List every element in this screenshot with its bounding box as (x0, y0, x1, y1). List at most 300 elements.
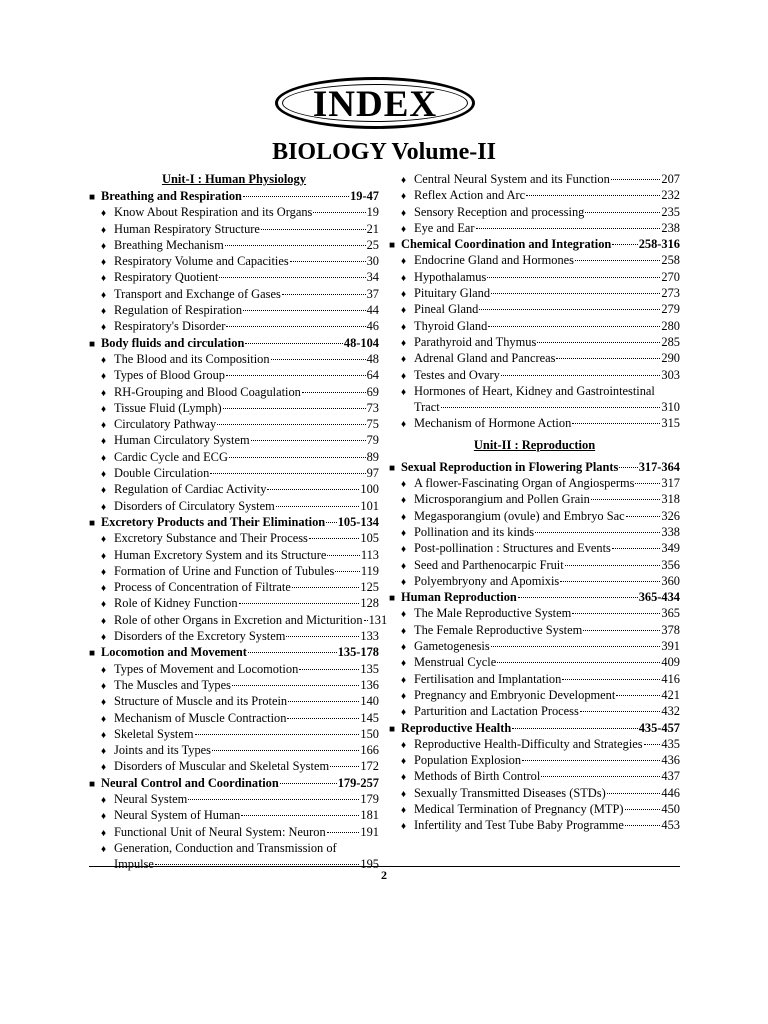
toc-entry-page: 69 (366, 384, 379, 399)
toc-entry-row (389, 703, 680, 719)
dot-leader (487, 277, 660, 278)
toc-entry-row (389, 768, 680, 784)
toc-entry-page: 391 (661, 639, 680, 654)
toc-entry-label: Mechanism of Hormone Action (414, 416, 572, 431)
toc-entry-row (389, 801, 680, 817)
diamond-bullet-icon: ♦ (401, 386, 407, 398)
dot-leader (288, 701, 359, 702)
dot-leader (616, 695, 660, 696)
toc-entry-row (389, 573, 680, 589)
toc-entry-page: 113 (360, 547, 379, 562)
toc-entry-label: Disorders of the Excretory System (114, 629, 286, 644)
dot-leader (335, 571, 360, 572)
diamond-bullet-icon: ♦ (101, 403, 107, 415)
dot-leader (537, 342, 660, 343)
toc-section-row (89, 188, 379, 204)
diamond-bullet-icon: ♦ (101, 501, 107, 513)
diamond-bullet-icon: ♦ (101, 664, 107, 676)
toc-entry-row (89, 530, 379, 546)
diamond-bullet-icon: ♦ (101, 371, 107, 383)
toc-entry-row (389, 301, 680, 317)
diamond-bullet-icon: ♦ (401, 370, 407, 382)
diamond-bullet-icon: ♦ (401, 642, 407, 654)
diamond-bullet-icon: ♦ (401, 739, 407, 751)
diamond-bullet-icon: ♦ (401, 479, 407, 491)
toc-entry-page: 315 (661, 416, 680, 431)
dot-leader (497, 662, 660, 663)
diamond-bullet-icon: ♦ (101, 452, 107, 464)
diamond-bullet-icon: ♦ (101, 632, 107, 644)
toc-entry-label: Pregnancy and Embryonic Development (414, 687, 616, 702)
toc-entry-label: Infertility and Test Tube Baby Programme (414, 818, 624, 833)
square-bullet-icon: ■ (389, 593, 396, 605)
toc-entry-row (89, 840, 379, 856)
diamond-bullet-icon: ♦ (101, 257, 107, 269)
toc-entry-page: 64 (366, 368, 379, 383)
dot-leader (267, 489, 359, 490)
toc-entry-row (389, 524, 680, 540)
toc-entry-label: Reproductive Health-Difficulty and Strategies (414, 736, 643, 751)
toc-entry-row (89, 351, 379, 367)
toc-entry-row (389, 204, 680, 220)
dot-leader (327, 832, 360, 833)
toc-section-row (389, 589, 680, 605)
toc-entry-row (389, 557, 680, 573)
toc-entry-label: The Female Reproductive System (414, 622, 583, 637)
toc-entry-label: Thyroid Gland (414, 318, 488, 333)
diamond-bullet-icon: ♦ (101, 811, 107, 823)
toc-entry-label: Parathyroid and Thymus (414, 334, 537, 349)
dot-leader (287, 718, 359, 719)
toc-entry-page: 30 (366, 254, 379, 269)
toc-entry-page: 34 (366, 270, 379, 285)
toc-entry-label: Reflex Action and Arc (414, 188, 526, 203)
toc-entry-page: 37 (366, 286, 379, 301)
toc-entry-page: 450 (661, 801, 680, 816)
dot-leader (330, 766, 359, 767)
toc-entry-page: 238 (661, 220, 680, 235)
diamond-bullet-icon: ♦ (101, 322, 107, 334)
diamond-bullet-icon: ♦ (101, 615, 107, 627)
diamond-bullet-icon: ♦ (401, 191, 407, 203)
toc-entry-page: 21 (366, 221, 379, 236)
dot-leader (309, 538, 360, 539)
diamond-bullet-icon: ♦ (401, 804, 407, 816)
dot-leader (560, 581, 660, 582)
dot-leader (612, 244, 637, 245)
toc-entry-page: 48-104 (343, 335, 379, 350)
toc-entry-page: 317 (661, 476, 680, 491)
toc-entry-page: 303 (661, 367, 680, 382)
dot-leader (644, 744, 661, 745)
dot-leader (476, 228, 661, 229)
toc-entry-row (89, 661, 379, 677)
toc-entry-label: Tissue Fluid (Lymph) (114, 400, 222, 415)
diamond-bullet-icon: ♦ (401, 337, 407, 349)
toc-entry-row (89, 710, 379, 726)
square-bullet-icon: ■ (89, 192, 96, 203)
dot-leader (572, 423, 660, 424)
toc-entry-row (389, 491, 680, 507)
toc-entry-row (389, 508, 680, 524)
diamond-bullet-icon: ♦ (101, 843, 107, 855)
dot-leader (591, 499, 661, 500)
dot-leader (223, 408, 366, 409)
toc-entry-row (389, 817, 680, 833)
toc-entry-page: 285 (661, 334, 680, 349)
toc-entry-label: Role of other Organs in Excretion and Micturition (114, 612, 363, 627)
toc-entry-label: Human Reproduction (401, 590, 517, 605)
toc-entry-label: Breathing and Respiration (101, 189, 242, 203)
toc-entry-label: Impulse (114, 857, 154, 872)
toc-entry-row (389, 671, 680, 687)
toc-entry-label: Testes and Ovary (414, 367, 500, 382)
unit-heading: Unit-I : Human Physiology (161, 172, 307, 186)
toc-entry-row (89, 563, 379, 579)
toc-entry-label: Regulation of Cardiac Activity (114, 482, 267, 497)
dot-leader (245, 343, 343, 344)
dot-leader (217, 424, 365, 425)
dot-leader (219, 277, 365, 278)
toc-section-row (389, 720, 680, 736)
toc-entry-label: Eye and Ear (414, 220, 475, 235)
toc-entry-row (89, 204, 379, 220)
diamond-bullet-icon: ♦ (101, 680, 107, 692)
toc-entry-row (89, 432, 379, 448)
toc-entry-row (89, 758, 379, 774)
diamond-bullet-icon: ♦ (101, 224, 107, 236)
toc-entry-row (89, 677, 379, 693)
toc-entry-page: 338 (661, 524, 680, 539)
diamond-bullet-icon: ♦ (401, 272, 407, 284)
toc-entry-page: 317-364 (638, 459, 680, 474)
diamond-bullet-icon: ♦ (101, 583, 107, 595)
toc-entry-row (389, 638, 680, 654)
dot-leader (276, 506, 360, 507)
toc-entry-label: Seed and Parthenocarpic Fruit (414, 557, 564, 572)
dot-leader (522, 760, 660, 761)
diamond-bullet-icon: ♦ (401, 256, 407, 268)
toc-entry-row (389, 269, 680, 285)
toc-entry-row (389, 752, 680, 768)
toc-section-row (89, 514, 379, 530)
square-bullet-icon: ■ (389, 723, 396, 735)
dot-leader (562, 679, 660, 680)
toc-entry-row (389, 350, 680, 366)
toc-entry-row (89, 416, 379, 432)
toc-entry-page: 101 (360, 498, 379, 513)
dot-leader (583, 630, 660, 631)
diamond-bullet-icon: ♦ (401, 207, 407, 219)
toc-entry-label: Central Neural System and its Function (414, 172, 610, 186)
toc-entry-page: 436 (661, 753, 680, 768)
toc-entry-row (89, 253, 379, 269)
toc-entry-row (389, 220, 680, 236)
diamond-bullet-icon: ♦ (101, 436, 107, 448)
toc-entry-page: 258-316 (638, 237, 680, 252)
toc-entry-label: Role of Kidney Function (114, 596, 238, 611)
dot-leader (364, 620, 368, 621)
toc-entry-page: 25 (366, 237, 379, 252)
dot-leader (210, 473, 365, 474)
toc-entry-row (389, 687, 680, 703)
toc-entry-page: 105 (360, 531, 379, 546)
diamond-bullet-icon: ♦ (401, 674, 407, 686)
toc-entry-row (89, 693, 379, 709)
diamond-bullet-icon: ♦ (101, 289, 107, 301)
dot-leader (512, 728, 637, 729)
toc-entry-row (89, 595, 379, 611)
diamond-bullet-icon: ♦ (401, 756, 407, 768)
dot-leader (580, 711, 661, 712)
dot-leader (290, 261, 366, 262)
toc-entry-label: Formation of Urine and Function of Tubules (114, 563, 335, 578)
toc-entry-page: 135 (360, 661, 379, 676)
toc-entry-page: 365 (661, 606, 680, 621)
index-title: INDEX (312, 83, 438, 125)
toc-entry-label: Sensory Reception and processing (414, 204, 585, 219)
toc-entry-page: 181 (360, 808, 379, 823)
toc-entry-row (389, 187, 680, 203)
toc-entry-label: Cardic Cycle and ECG (114, 449, 228, 464)
toc-entry-row (89, 807, 379, 823)
dot-leader (619, 467, 637, 468)
diamond-bullet-icon: ♦ (401, 289, 407, 301)
toc-entry-label: RH-Grouping and Blood Coagulation (114, 384, 301, 399)
dot-leader (541, 776, 660, 777)
toc-entry-row (89, 465, 379, 481)
diamond-bullet-icon: ♦ (101, 713, 107, 725)
toc-entry-page: 378 (661, 622, 680, 637)
toc-entry-label: Medical Termination of Pregnancy (MTP) (414, 801, 624, 816)
toc-entry-label: Post-pollination : Structures and Events (414, 541, 611, 556)
toc-entry-page: 179 (360, 791, 379, 806)
toc-entry-label: Endocrine Gland and Hormones (414, 253, 575, 268)
toc-entry-row (389, 654, 680, 670)
toc-entry-label: The Blood and its Composition (114, 351, 270, 366)
toc-entry-label: Mechanism of Muscle Contraction (114, 710, 287, 725)
toc-entry-label: Know About Respiration and its Organs (114, 205, 313, 220)
dot-leader (229, 457, 366, 458)
toc-entry-row (389, 475, 680, 491)
toc-entry-label: Sexual Reproduction in Flowering Plants (401, 459, 619, 474)
toc-entry-row (89, 612, 388, 628)
toc-entry-page: 73 (366, 400, 379, 415)
toc-entry-page: 97 (366, 466, 379, 481)
dot-leader (241, 815, 359, 816)
square-bullet-icon: ■ (89, 517, 96, 529)
toc-list (389, 171, 680, 432)
dot-leader (565, 565, 661, 566)
dot-leader (575, 260, 660, 261)
toc-entry-row (89, 579, 379, 595)
toc-entry-page: 435 (661, 736, 680, 751)
toc-entry-page: 310 (661, 400, 680, 415)
toc-entry-label: Excretory Products and Their Elimination (101, 514, 326, 529)
diamond-bullet-icon: ♦ (401, 788, 407, 800)
diamond-bullet-icon: ♦ (101, 240, 107, 252)
toc-entry-label: Human Excretory System and its Structure (114, 547, 327, 562)
toc-entry-row (389, 399, 680, 415)
diamond-bullet-icon: ♦ (101, 697, 107, 709)
toc-entry-page: 360 (661, 573, 680, 588)
toc-entry-page: 150 (360, 726, 379, 741)
toc-entry-page: 435-457 (638, 720, 680, 735)
dot-leader (212, 750, 359, 751)
diamond-bullet-icon: ♦ (401, 576, 407, 588)
diamond-bullet-icon: ♦ (101, 729, 107, 741)
footer-rule (89, 866, 680, 867)
toc-entry-page: 258 (661, 253, 680, 268)
toc-entry-page: 191 (360, 824, 379, 839)
toc-entry-label: Human Respiratory Structure (114, 221, 260, 236)
dot-leader (326, 522, 336, 523)
toc-entry-label: Microsporangium and Pollen Grain (414, 492, 590, 507)
diamond-bullet-icon: ♦ (401, 495, 407, 507)
toc-entry-row (89, 221, 379, 237)
dot-leader (625, 809, 661, 810)
toc-entry-label: Neural Control and Coordination (101, 775, 279, 790)
toc-entry-label: Disorders of Circulatory System (114, 498, 275, 513)
toc-entry-page: 19 (366, 205, 379, 220)
dot-leader (188, 799, 359, 800)
toc-entry-page: 416 (661, 671, 680, 686)
diamond-bullet-icon: ♦ (101, 420, 107, 432)
diamond-bullet-icon: ♦ (101, 387, 107, 399)
dot-leader (491, 646, 661, 647)
toc-entry-row (389, 540, 680, 556)
toc-entry-page: 105-134 (337, 514, 379, 529)
index-title-oval (275, 77, 475, 129)
toc-section-row (389, 459, 680, 475)
toc-entry-row (89, 449, 379, 465)
dot-leader (625, 825, 661, 826)
toc-entry-label: Reproductive Health (401, 720, 512, 735)
toc-entry-row (389, 622, 680, 638)
square-bullet-icon: ■ (89, 778, 96, 790)
toc-entry-page: 166 (360, 743, 379, 758)
toc-entry-page: 133 (360, 629, 379, 644)
dot-leader (488, 326, 660, 327)
diamond-bullet-icon: ♦ (101, 566, 107, 578)
diamond-bullet-icon: ♦ (401, 821, 407, 833)
toc-entry-label: Circulatory Pathway (114, 417, 217, 432)
dot-leader (195, 734, 360, 735)
toc-entry-row (389, 605, 680, 621)
toc-entry-label: The Male Reproductive System (414, 606, 572, 621)
dot-leader (226, 326, 365, 327)
toc-entry-row (89, 367, 379, 383)
left-column (89, 171, 388, 872)
toc-entry-page: 179-257 (337, 775, 379, 790)
dot-leader (626, 516, 661, 517)
dot-leader (243, 196, 349, 197)
toc-entry-page: 44 (366, 303, 379, 318)
toc-entry-row (89, 547, 379, 563)
toc-entry-label: A flower-Fascinating Organ of Angiosperms (414, 476, 635, 491)
dot-leader (518, 597, 638, 598)
toc-entry-page: 79 (366, 433, 379, 448)
toc-entry-page: 279 (661, 302, 680, 317)
toc-entry-page: 280 (661, 318, 680, 333)
toc-entry-page: 119 (360, 563, 379, 578)
toc-entry-label: Structure of Muscle and its Protein (114, 694, 288, 709)
toc-entry-label: Gametogenesis (414, 639, 490, 654)
toc-entry-page: 195 (360, 857, 379, 872)
diamond-bullet-icon: ♦ (401, 658, 407, 670)
toc-entry-label: Breathing Mechanism (114, 237, 224, 252)
diamond-bullet-icon: ♦ (101, 208, 107, 220)
toc-entry-label: Process of Concentration of Filtrate (114, 580, 291, 595)
toc-entry-label: Disorders of Muscular and Skeletal System (114, 759, 330, 774)
dot-leader (232, 685, 359, 686)
toc-entry-page: 46 (366, 319, 379, 334)
diamond-bullet-icon: ♦ (101, 746, 107, 758)
toc-entry-label: Excretory Substance and Their Process (114, 531, 308, 546)
toc-entry-row (89, 400, 379, 416)
dot-leader (526, 195, 660, 196)
diamond-bullet-icon: ♦ (401, 625, 407, 637)
toc-entry-page: 290 (661, 351, 680, 366)
toc-entry-page: 207 (661, 172, 680, 186)
dot-leader (572, 613, 660, 614)
dot-leader (299, 669, 359, 670)
dot-leader (225, 245, 366, 246)
toc-entry-label: Joints and its Types (114, 743, 212, 758)
dot-leader (491, 293, 660, 294)
toc-entry-page: 432 (661, 704, 680, 719)
diamond-bullet-icon: ♦ (101, 306, 107, 318)
toc-entry-label: Chemical Coordination and Integration (401, 237, 612, 252)
diamond-bullet-icon: ♦ (401, 772, 407, 784)
toc-entry-page: 48 (366, 351, 379, 366)
toc-entry-row (89, 498, 379, 514)
square-bullet-icon: ■ (389, 240, 396, 252)
diamond-bullet-icon: ♦ (101, 794, 107, 806)
toc-entry-label: Neural System (114, 791, 188, 806)
diamond-bullet-icon: ♦ (101, 550, 107, 562)
diamond-bullet-icon: ♦ (401, 305, 407, 317)
toc-entry-page: 318 (661, 492, 680, 507)
toc-entry-row (89, 318, 379, 334)
diamond-bullet-icon: ♦ (101, 485, 107, 497)
toc-entry-row (89, 824, 379, 840)
toc-entry-label: Hormones of Heart, Kidney and Gastrointestinal (414, 383, 655, 398)
toc-entry-row (389, 285, 680, 301)
diamond-bullet-icon: ♦ (101, 599, 107, 611)
toc-entry-label: Parturition and Lactation Process (414, 704, 579, 719)
toc-entry-page: 453 (661, 818, 680, 833)
dot-leader (292, 587, 360, 588)
toc-entry-row (89, 791, 379, 807)
dot-leader (271, 359, 366, 360)
dot-leader (585, 212, 660, 213)
dot-leader (226, 375, 366, 376)
toc-entry-page: 89 (366, 449, 379, 464)
toc-entry-page: 273 (661, 286, 680, 301)
toc-entry-label: Pineal Gland (414, 302, 479, 317)
toc-entry-row (89, 286, 379, 302)
toc-entry-page: 145 (360, 710, 379, 725)
toc-entry-label: Population Explosion (414, 753, 522, 768)
subject-title: BIOLOGY Volume-II (272, 139, 496, 165)
toc-entry-label: Respiratory Quotient (114, 270, 219, 285)
toc-entry-label: Regulation of Respiration (114, 303, 243, 318)
toc-entry-label: The Muscles and Types (114, 677, 231, 692)
toc-entry-page: 446 (661, 785, 680, 800)
dot-leader (612, 548, 661, 549)
toc-entry-row (89, 384, 379, 400)
